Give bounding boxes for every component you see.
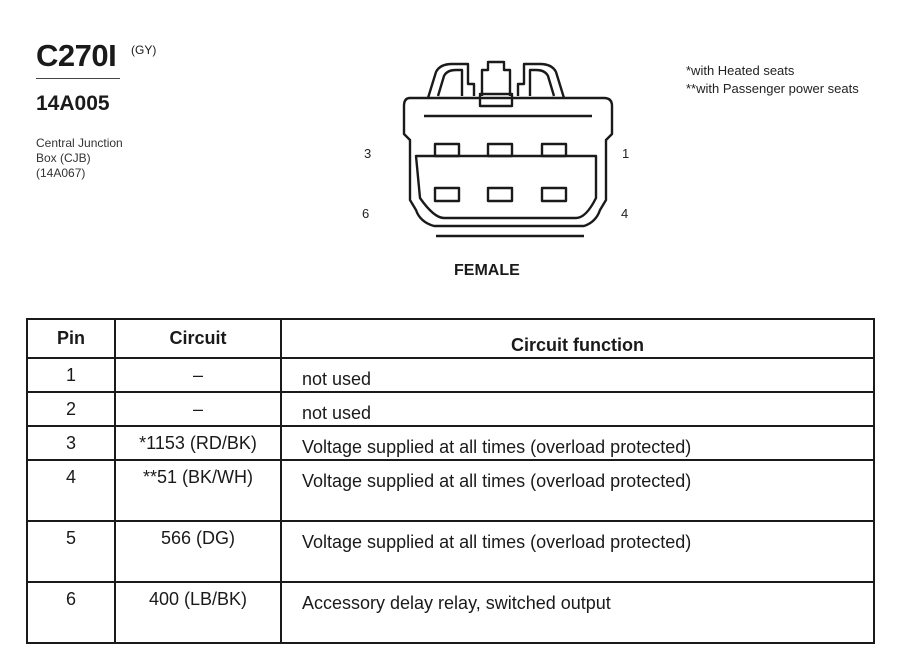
table-row bbox=[27, 521, 874, 582]
connector-gender-caption: FEMALE bbox=[454, 262, 520, 279]
circuit-value: **51 (BK/WH) bbox=[142, 467, 254, 487]
circuit-cell bbox=[115, 521, 281, 582]
circuit-cell bbox=[115, 582, 281, 643]
table-row bbox=[27, 426, 874, 460]
function-cell bbox=[281, 521, 874, 582]
pin-label-top-left: 3 bbox=[364, 146, 372, 161]
pin-number: 6 bbox=[65, 589, 76, 609]
latch-right-outline bbox=[518, 64, 564, 98]
function-cell bbox=[281, 582, 874, 643]
circuit-value: – bbox=[192, 399, 203, 419]
pin-label-bottom-left: 6 bbox=[362, 206, 370, 221]
pin-number: 4 bbox=[65, 467, 76, 487]
circuit-cell bbox=[115, 358, 281, 392]
function-cell bbox=[281, 358, 874, 392]
terminal-5 bbox=[488, 188, 512, 201]
pin-label-top-right: 1 bbox=[622, 146, 630, 161]
latch-center-outline bbox=[482, 62, 510, 96]
function-cell bbox=[281, 426, 874, 460]
latch-center-tab bbox=[480, 94, 512, 106]
table-row bbox=[27, 582, 874, 643]
pin-number: 1 bbox=[65, 365, 76, 385]
note-passenger-power-seats: **with Passenger power seats bbox=[686, 81, 859, 96]
terminal-2 bbox=[488, 144, 512, 156]
function-value: Voltage supplied at all times (overload protected) bbox=[302, 532, 692, 552]
pin-cell bbox=[27, 358, 115, 392]
title-divider bbox=[36, 78, 120, 79]
connector-face-diagram-icon bbox=[380, 50, 640, 250]
pin-number: 2 bbox=[65, 399, 76, 419]
note-heated-seats: *with Heated seats bbox=[686, 63, 795, 78]
pin-cell bbox=[27, 521, 115, 582]
latch-right-inner bbox=[530, 70, 554, 96]
connector-description bbox=[36, 136, 123, 181]
function-cell bbox=[281, 460, 874, 521]
connector-id: C270I bbox=[36, 38, 117, 73]
table-header-row bbox=[27, 319, 874, 358]
terminal-1 bbox=[542, 144, 566, 156]
header-circuit: Circuit bbox=[115, 319, 281, 358]
circuit-cell bbox=[115, 392, 281, 426]
part-number: 14A005 bbox=[36, 92, 110, 115]
terminal-6 bbox=[435, 188, 459, 201]
latch-left-outline bbox=[428, 64, 474, 98]
function-value: not used bbox=[302, 369, 372, 389]
circuit-value: – bbox=[192, 365, 203, 385]
description-line: (14A067) bbox=[36, 166, 86, 180]
function-value: Accessory delay relay, switched output bbox=[302, 593, 611, 613]
pin-cell bbox=[27, 460, 115, 521]
table-row bbox=[27, 392, 874, 426]
circuit-cell bbox=[115, 426, 281, 460]
function-value: Voltage supplied at all times (overload protected) bbox=[302, 437, 692, 457]
terminal-4 bbox=[542, 188, 566, 201]
circuit-value: 400 (LB/BK) bbox=[148, 589, 248, 609]
pin-cell bbox=[27, 426, 115, 460]
pin-number: 5 bbox=[65, 528, 76, 548]
latch-left-inner bbox=[438, 70, 462, 96]
header-pin: Pin bbox=[27, 319, 115, 358]
circuit-value: *1153 (RD/BK) bbox=[139, 433, 257, 453]
function-cell bbox=[281, 392, 874, 426]
pin-table bbox=[26, 318, 875, 644]
circuit-value: 566 (DG) bbox=[160, 528, 236, 548]
pin-number: 3 bbox=[65, 433, 76, 453]
color-code: (GY) bbox=[131, 43, 157, 57]
terminal-3 bbox=[435, 144, 459, 156]
description-line: Central Junction bbox=[36, 136, 123, 150]
function-value: not used bbox=[302, 403, 372, 423]
function-value: Voltage supplied at all times (overload protected) bbox=[302, 471, 692, 491]
header-circuit-function: Circuit function bbox=[281, 319, 874, 358]
pin-label-bottom-right: 4 bbox=[621, 206, 629, 221]
description-line: Box (CJB) bbox=[36, 151, 91, 165]
table-row bbox=[27, 460, 874, 521]
pin-cell bbox=[27, 582, 115, 643]
table-row bbox=[27, 358, 874, 392]
pin-cell bbox=[27, 392, 115, 426]
circuit-cell bbox=[115, 460, 281, 521]
